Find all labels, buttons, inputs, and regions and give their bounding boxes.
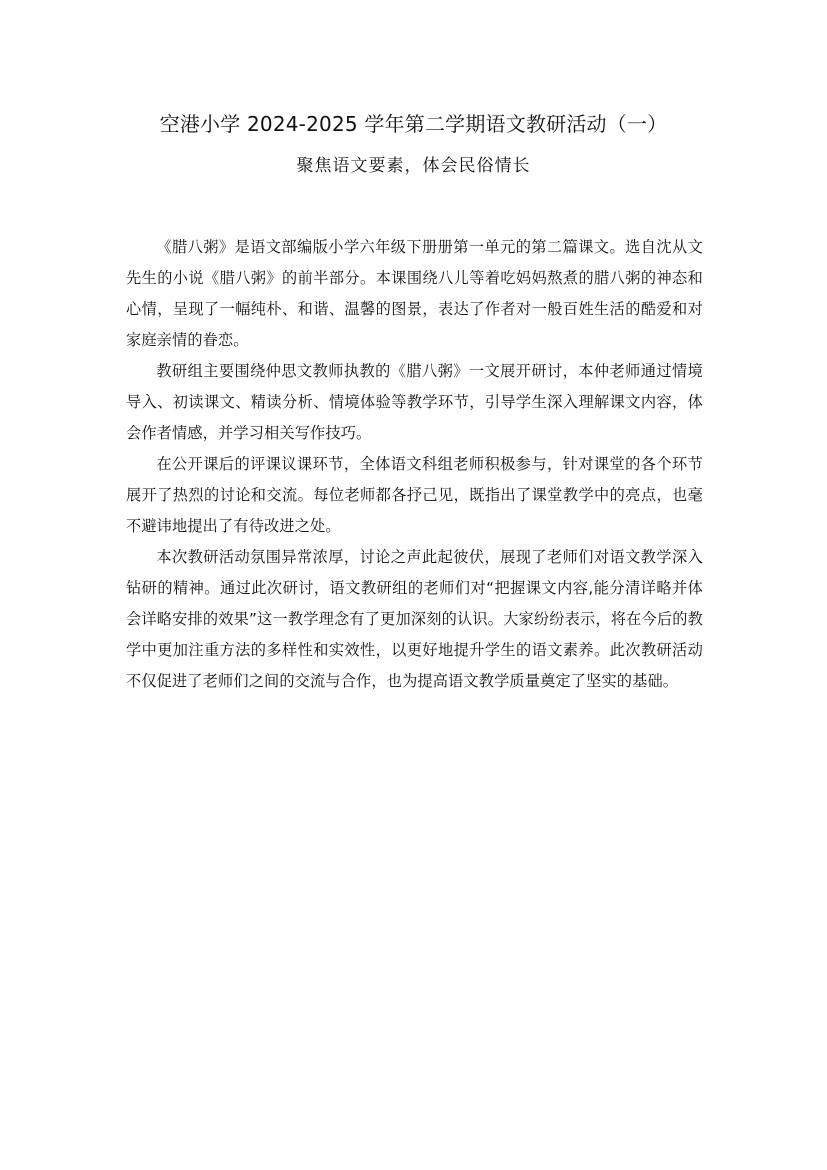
paragraph-intro: 《腊八粥》是语文部编版小学六年级下册册第一单元的第二篇课文。选自沈从文先生的小说《腊八粥》的前半部分。本课围绕八儿等着吃妈妈熬煮的腊八粥的神态和心情，呈现了一幅纯朴、和谐、温馨的图景，表达了作者对一般百姓生活的酷爱和对家庭亲情的眷恋。 <box>126 238 703 349</box>
paragraph-lesson: 教研组主要围绕仲思文教师执教的《腊八粥》一文展开研讨，本仲老师通过情境导入、初读课文、精读分析、情境体验等教学环节，引导学生深入理解课文内容，体会作者情感，并学习相关写作技巧。 <box>126 362 703 442</box>
page-subtitle: 聚焦语文要素，体会民俗情长 <box>296 156 531 176</box>
paragraph-review: 在公开课后的评课议课环节，全体语文科组老师积极参与，针对课堂的各个环节展开了热烈的讨论和交流。每位老师都各抒己见，既指出了课堂教学中的亮点，也毫不避讳地提出了有待改进之处。 <box>126 455 703 535</box>
article-body <box>126 232 703 697</box>
paragraph-conclusion: 本次教研活动氛围异常浓厚，讨论之声此起彼伏，展现了老师们对语文教学深入钻研的精神。通过此次研讨，语文教研组的老师们对“把握课文内容,能分清详略并体会详略安排的效果”这一教学理念有了更加深刻的认识。大家纷纷表示，将在今后的教学中更加注重方法的多样性和实效性，以更好地提升学生的语文素养。此次教研活动不仅促进了老师们之间的交流与合作，也为提高语文教学质量奠定了坚实的基础。 <box>126 548 703 690</box>
page-title: 空港小学 2024-2025 学年第二学期语文教研活动（一） <box>159 112 668 136</box>
